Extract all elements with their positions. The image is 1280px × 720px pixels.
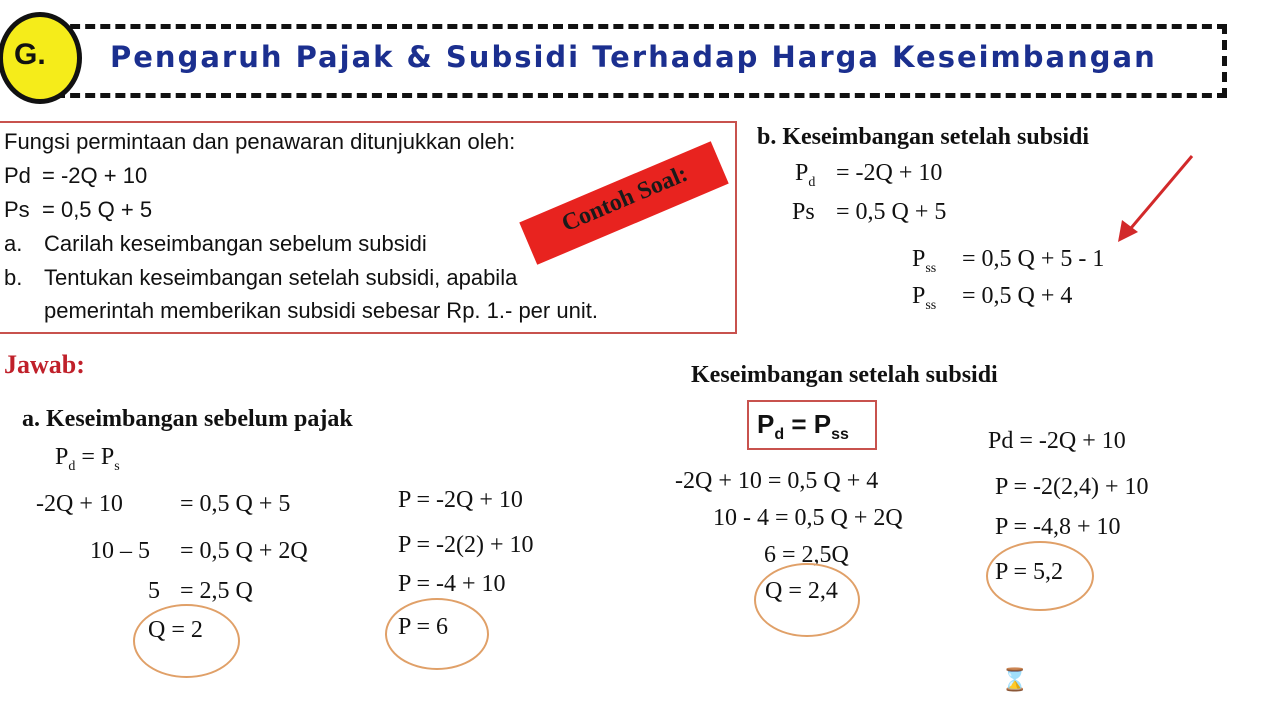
b-q-result: Q = 2,4 xyxy=(765,578,838,604)
pss-function-2: $P_{ss}$ xyxy=(912,283,937,313)
ps-label: Ps xyxy=(4,197,30,222)
a-p-line3: P = -4 + 10 xyxy=(398,571,506,597)
pss-equation-2: = 0,5 Q + 4 xyxy=(962,283,1073,309)
b-row1: -2Q + 10 = 0,5 Q + 4 xyxy=(675,468,879,494)
b-pd-function: $P_d$ xyxy=(795,160,816,190)
part-a-heading: a. Keseimbangan sebelum pajak xyxy=(22,406,353,432)
ps-equation: = 0,5 Q + 5 xyxy=(42,197,153,222)
b-pd-line: Pd = -2Q + 10 xyxy=(988,428,1126,454)
a-row1-right: = 0,5 Q + 5 xyxy=(180,491,291,517)
a-p-line1: P = -2Q + 10 xyxy=(398,487,523,513)
question-b-line2: pemerintah memberikan subsidi sebesar Rp. 1.- per unit. xyxy=(44,298,598,323)
pd-equation: = -2Q + 10 xyxy=(42,163,148,188)
a-row1-left: -2Q + 10 xyxy=(36,491,123,517)
b-ps-label: Ps xyxy=(792,199,815,225)
a-p-line2: P = -2(2) + 10 xyxy=(398,532,534,558)
pss-equation-1: = 0,5 Q + 5 - 1 xyxy=(962,246,1105,272)
a-p-result: P = 6 xyxy=(398,614,448,640)
question-a: Carilah keseimbangan sebelum subsidi xyxy=(44,231,427,256)
a-row3-left: 5 xyxy=(148,578,160,604)
part-b-heading: b. Keseimbangan setelah subsidi xyxy=(757,124,1090,150)
section-badge-label: G. xyxy=(14,38,46,71)
b-row3: 6 = 2,5Q xyxy=(764,542,849,568)
b-p-line1: P = -2(2,4) + 10 xyxy=(995,474,1149,500)
page-title: Pengaruh Pajak & Subsidi Terhadap Harga Keseimbangan xyxy=(110,40,1157,74)
problem-intro: Fungsi permintaan dan penawaran ditunjukkan oleh: xyxy=(4,129,516,154)
b-p-result: P = 5,2 xyxy=(995,559,1063,585)
a-row2-left: 10 – 5 xyxy=(90,538,150,564)
hourglass-icon: ⌛ xyxy=(1001,668,1029,693)
question-a-marker: a. xyxy=(4,231,23,256)
a-row2-right: = 0,5 Q + 2Q xyxy=(180,538,308,564)
red-arrow-icon xyxy=(1110,150,1200,250)
pd-label: Pd xyxy=(4,163,31,188)
b-p-line2: P = -4,8 + 10 xyxy=(995,514,1121,540)
b-pd-equation: = -2Q + 10 xyxy=(836,160,943,186)
b-ps-equation: = 0,5 Q + 5 xyxy=(836,199,947,225)
pss-function-1: $P_{ss}$ xyxy=(912,246,937,276)
pd-pss-condition: $P_d = P_{ss}$ xyxy=(757,409,849,444)
answer-heading: Jawab: xyxy=(4,350,85,379)
part-b-solution-heading: Keseimbangan setelah subsidi xyxy=(691,362,998,388)
b-row2: 10 - 4 = 0,5 Q + 2Q xyxy=(713,505,903,531)
a-q-result: Q = 2 xyxy=(148,617,203,643)
a-row3-right: = 2,5 Q xyxy=(180,578,253,604)
question-b-marker: b. xyxy=(4,265,23,290)
example-stamp-label: Contoh Soal: xyxy=(558,160,692,238)
equilibrium-condition: $P_d = P_s$ xyxy=(55,444,120,474)
question-b-line1: Tentukan keseimbangan setelah subsidi, apabila xyxy=(44,265,518,290)
